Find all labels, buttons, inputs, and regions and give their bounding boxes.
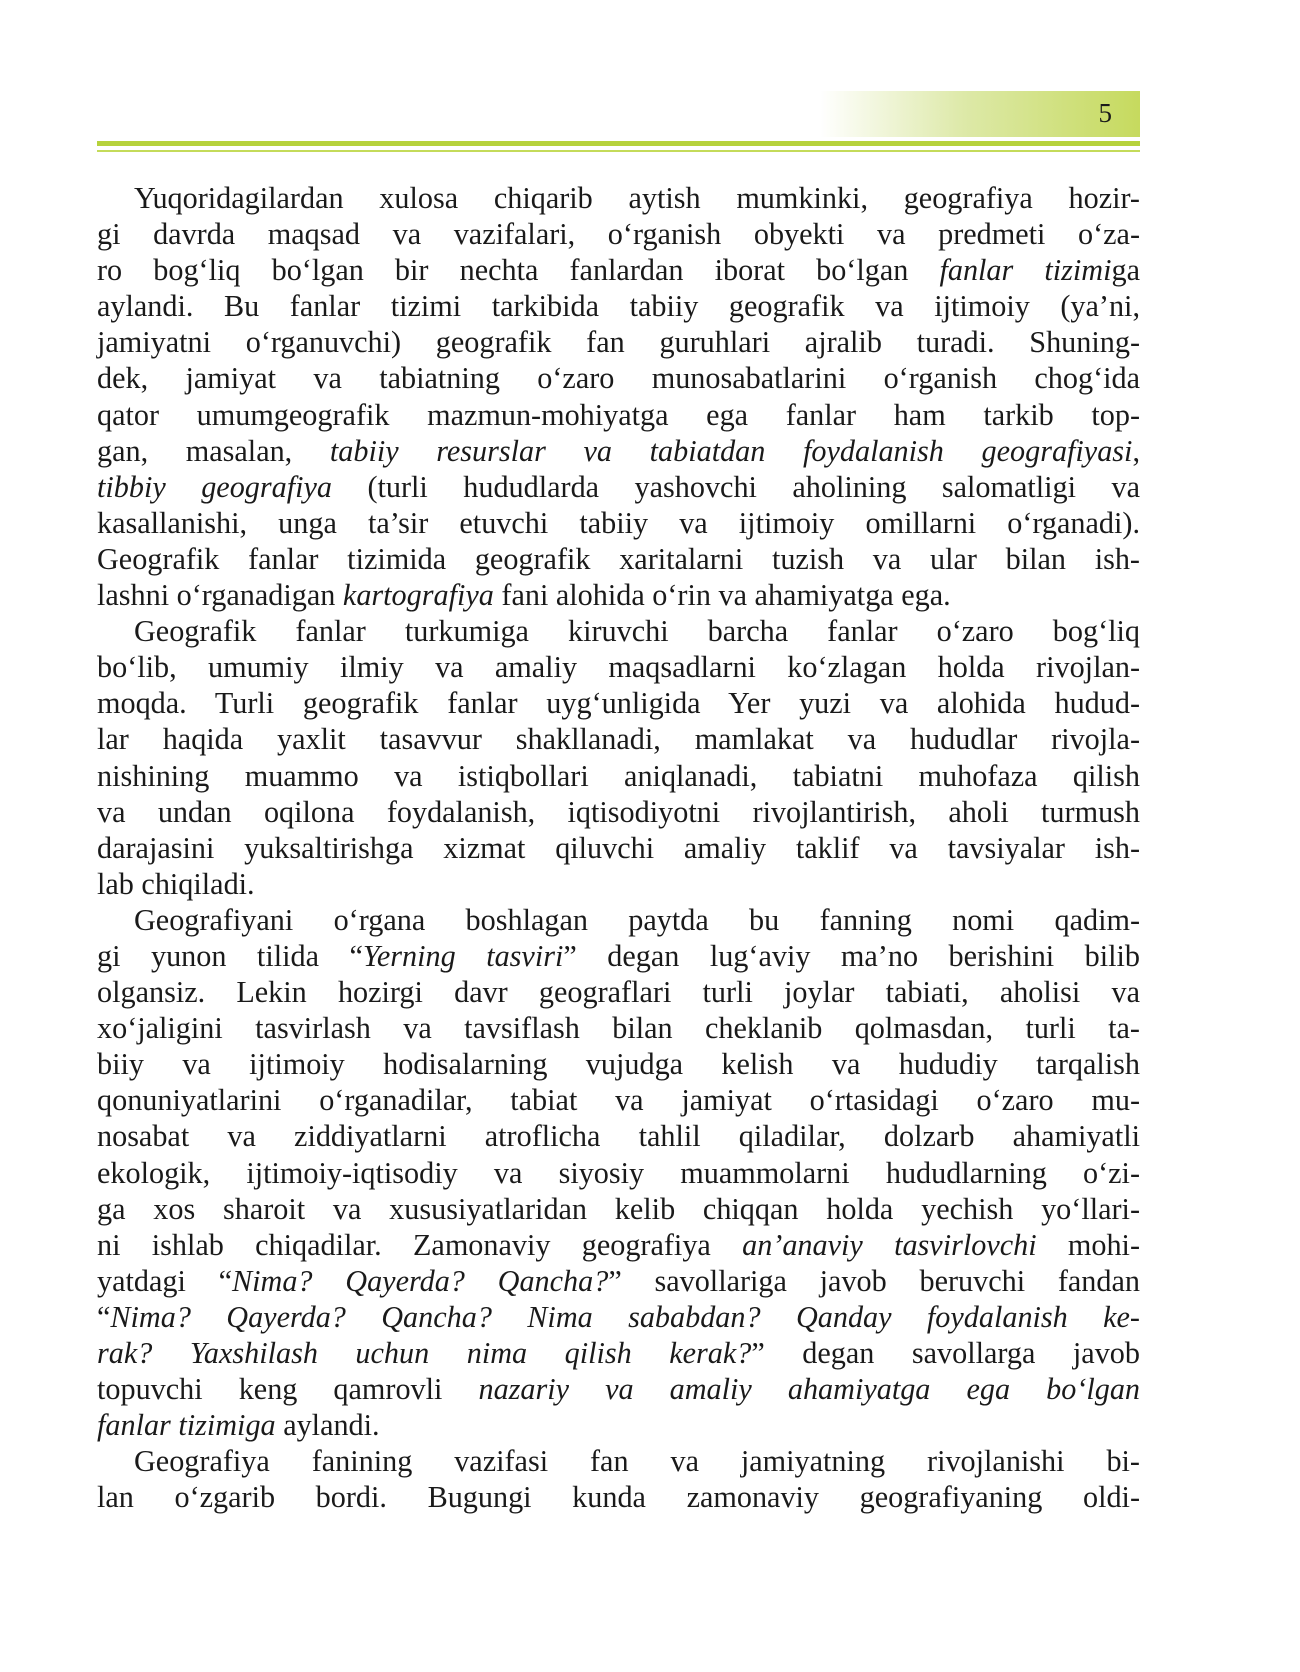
text-run: lashni o‘rganadigan [97, 578, 343, 613]
text-run: gi davrda maqsad va vazifalari, o‘rganish obyekti va predmeti o‘za- [97, 217, 1140, 252]
text-run: nishining muammo va istiqbollari aniqlanadi, tabiatni muhofaza qilish [97, 758, 1140, 793]
text-run: ro bog‘liq bo‘lgan bir nechta fanlardan iborat bo‘lgan [97, 253, 940, 288]
text-line [97, 397, 1140, 433]
text-line [97, 577, 1140, 613]
text-line [97, 685, 1140, 721]
text-line [97, 1371, 1140, 1407]
text-run: lar haqida yaxlit tasavvur shakllanadi, mamlakat va hududlar rivojla- [97, 722, 1140, 757]
text-run: gi yunon tilida “ [97, 938, 363, 973]
text-run: fani alohida o‘rin va ahamiyatga ega. [493, 578, 951, 613]
text-run: gan, masalan, [97, 433, 330, 468]
page-number-banner [820, 91, 1140, 137]
text-run: dek, jamiyat va tabiatning o‘zaro munosabatlarini o‘rganish chog‘ida [97, 361, 1140, 396]
text-run: topuvchi keng qamrovli [97, 1372, 479, 1407]
text-line [97, 794, 1140, 830]
text-line [97, 866, 1140, 902]
text-line [97, 1407, 1140, 1443]
text-line [97, 1479, 1140, 1515]
text-line [97, 1082, 1140, 1118]
text-line [97, 974, 1140, 1010]
text-run: , [1132, 433, 1140, 468]
text-run: va undan oqilona foydalanish, iqtisodiyotni rivojlantirish, aholi turmush [97, 794, 1140, 829]
text-run: ” savollariga javob beruvchi fandan [608, 1263, 1140, 1298]
italic-text: Nima? Qayerda? Qancha? [232, 1263, 609, 1298]
text-run: (turli hududlarda yashovchi aholining salomatligi va [332, 469, 1140, 504]
text-line [97, 1227, 1140, 1263]
text-line [97, 1335, 1140, 1371]
text-run: ga [1111, 253, 1140, 288]
text-run: ga xos sharoit va xususiyatlaridan kelib chiqqan holda yechish yo‘llari- [97, 1191, 1140, 1226]
text-line [97, 1191, 1140, 1227]
text-line [97, 1443, 1140, 1479]
italic-text: Nima? Qayerda? Qancha? Nima sababdan? Qanday foydalanish ke- [110, 1299, 1140, 1334]
text-line [97, 288, 1140, 324]
text-line [97, 1046, 1140, 1082]
text-run: biiy va ijtimoiy hodisalarning vujudga kelish va hududiy tarqalish [97, 1047, 1140, 1082]
text-run: lab chiqiladi. [97, 866, 255, 901]
text-run: ekologik, ijtimoiy-iqtisodiy va siyosiy muammolarni hududlarning o‘zi- [97, 1155, 1140, 1190]
text-line [97, 469, 1140, 505]
text-line [97, 180, 1140, 216]
text-line [97, 505, 1140, 541]
text-run: darajasini yuksaltirishga xizmat qiluvchi amaliy taklif va tavsiyalar ish- [97, 830, 1140, 865]
italic-text: tibbiy geografiya [97, 469, 332, 504]
italic-text: fanlar tizimi [939, 253, 1112, 288]
italic-text: kartografiya [342, 578, 494, 613]
text-line [97, 721, 1140, 757]
text-line [97, 433, 1140, 469]
text-line [97, 1263, 1140, 1299]
text-run: aylandi. Bu fanlar tizimi tarkibida tabiiy geografik va ijtimoiy (ya’ni, [97, 289, 1140, 324]
page-number: 5 [1098, 98, 1112, 128]
italic-text: Yerning tasviri [362, 938, 564, 973]
text-line [97, 541, 1140, 577]
italic-text: tabiiy resurslar va tabiatdan foydalanish geografiyasi [329, 433, 1133, 468]
text-run: ” degan savollarga javob [751, 1336, 1140, 1370]
text-run: bo‘lib, umumiy ilmiy va amaliy maqsadlarni ko‘zlagan holda rivojlan- [97, 650, 1140, 685]
italic-text: an’anaviy tasvirlovchi [742, 1227, 1037, 1262]
text-line [97, 830, 1140, 866]
text-run: jamiyatni o‘rganuvchi) geografik fan guruhlari ajralib turadi. Shuning- [97, 325, 1140, 360]
text-run: mohi- [1036, 1227, 1140, 1262]
text-run: xo‘jaligini tasvirlash va tavsiflash bilan cheklanib qolmasdan, turli ta- [97, 1011, 1140, 1046]
text-run: “ [97, 1299, 111, 1334]
italic-text: rak? Yaxshilash uchun nima qilish kerak? [97, 1336, 752, 1370]
text-run: Yuqoridagilardan xulosa chiqarib aytish mumkinki, geografiya hozir- [134, 181, 1140, 215]
text-run: lan o‘zgarib bordi. Bugungi kunda zamonaviy geografiyaning oldi- [97, 1480, 1140, 1515]
text-run: ni ishlab chiqadilar. Zamonaviy geografiya [97, 1227, 743, 1262]
text-run: yatdagi “ [97, 1263, 233, 1298]
text-line [97, 902, 1140, 938]
italic-text: nazariy va amaliy ahamiyatga ega bo‘lgan [478, 1372, 1141, 1407]
body-text [97, 180, 1140, 1515]
header-rule-thick [97, 141, 1140, 146]
header-rule-thin [97, 150, 1140, 152]
text-run: moqda. Turli geografik fanlar uyg‘unligida Yer yuzi va alohida hudud- [97, 686, 1140, 721]
text-run: qator umumgeografik mazmun-mohiyatga ega fanlar ham tarkib top- [97, 397, 1140, 432]
text-line [97, 938, 1140, 974]
text-line [97, 1155, 1140, 1191]
text-line [97, 1010, 1140, 1046]
text-line [97, 360, 1140, 396]
italic-text: fanlar tizimiga [97, 1408, 276, 1443]
text-line [97, 324, 1140, 360]
text-run: ” degan lug‘aviy ma’no berishini bilib [563, 938, 1141, 973]
text-run: olgansiz. Lekin hozirgi davr geograflari turli joylar tabiati, aholisi va [97, 975, 1140, 1010]
text-run: Geografiyani o‘rgana boshlagan paytda bu fanning nomi qadim- [134, 902, 1140, 937]
text-line [97, 1118, 1140, 1154]
text-line [97, 649, 1140, 685]
text-run: kasallanishi, unga ta’sir etuvchi tabiiy va ijtimoiy omillarni o‘rganadi). [97, 505, 1140, 540]
text-run: Geografiya fanining vazifasi fan va jamiyatning rivojlanishi bi- [134, 1444, 1140, 1479]
text-run: nosabat va ziddiyatlarni atroflicha tahlil qiladilar, dolzarb ahamiyatli [97, 1119, 1140, 1154]
text-run: Geografik fanlar turkumiga kiruvchi barcha fanlar o‘zaro bog‘liq [134, 614, 1140, 649]
text-run: qonuniyatlarini o‘rganadilar, tabiat va jamiyat o‘rtasidagi o‘zaro mu- [97, 1083, 1140, 1118]
text-line [97, 758, 1140, 794]
text-line [97, 252, 1140, 288]
text-line [97, 216, 1140, 252]
text-line [97, 613, 1140, 649]
text-line [97, 1299, 1140, 1335]
text-run: aylandi. [275, 1408, 380, 1443]
text-run: Geografik fanlar tizimida geografik xaritalarni tuzish va ular bilan ish- [97, 541, 1140, 576]
